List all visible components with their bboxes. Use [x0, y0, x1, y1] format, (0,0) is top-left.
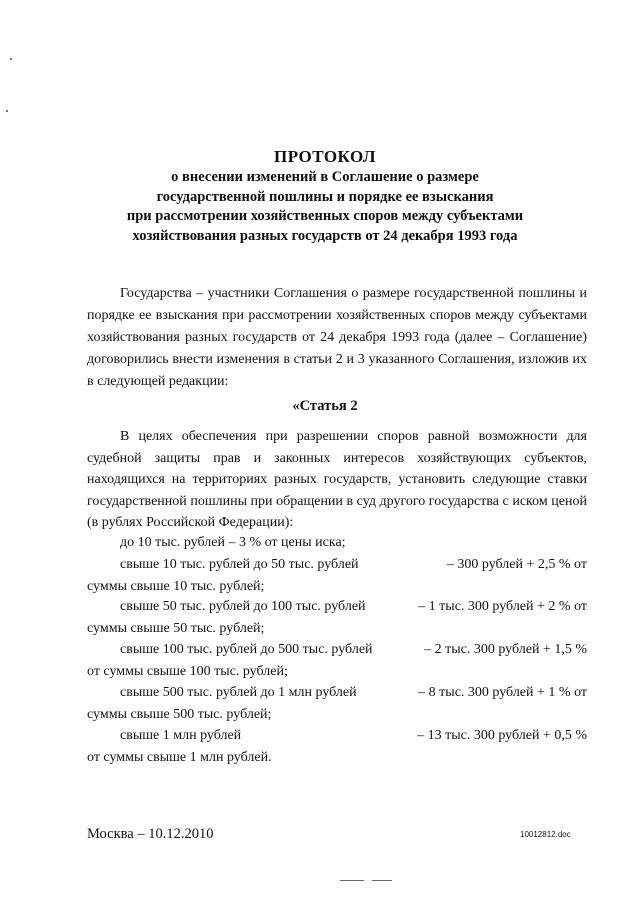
rate-description: свыше 10 тыс. рублей до 50 тыс. рублей: [120, 557, 359, 572]
title-line: хозяйствования разных государств от 24 декабря 1993 года: [132, 227, 518, 244]
rate-description: до 10 тыс. рублей – 3 % от цены иска;: [120, 535, 346, 550]
article-paragraph: В целях обеспечения при разрешении споров равной возможности для судебной защиты прав и законных интересов хозяйствующих субъектов, находящихся на территориях разных государств, установить следующие ставки государственной пошлины при обращении в суд другого государства с иском ценой (в рублях Российской Федерации):: [87, 429, 587, 530]
scan-mark: [372, 880, 392, 881]
document-title: [60, 146, 590, 246]
rate-continuation: от суммы свыше 1 млн рублей.: [87, 750, 272, 765]
scan-mark: [340, 880, 364, 881]
title-line: государственной пошлины и порядке ее взыскания: [156, 188, 494, 205]
rate-continuation: суммы свыше 10 тыс. рублей;: [87, 579, 265, 594]
scan-speck: [10, 58, 12, 60]
rate-continuation: от суммы свыше 100 тыс. рублей;: [87, 664, 288, 679]
rate-amount: – 2 тыс. 300 рублей + 1,5 %: [424, 642, 587, 657]
article-heading: «Статья 2: [292, 398, 358, 414]
rate-item: [87, 639, 587, 683]
rate-continuation: суммы свыше 500 тыс. рублей;: [87, 707, 272, 722]
rate-item: [87, 554, 587, 598]
rate-description: свыше 500 тыс. рублей до 1 млн рублей: [120, 685, 357, 700]
rate-item: [87, 596, 587, 640]
title-main: ПРОТОКОЛ: [273, 147, 376, 166]
rate-description: свыше 1 млн рублей: [120, 728, 242, 743]
document-code: 10012812.doc: [520, 830, 571, 839]
scan-speck: [6, 110, 8, 112]
rate-description: свыше 100 тыс. рублей до 500 тыс. рублей: [120, 642, 373, 657]
rate-item: [87, 532, 587, 554]
place-date: Москва – 10.12.2010: [87, 826, 214, 842]
rate-item: [87, 682, 587, 726]
rate-amount: – 8 тыс. 300 рублей + 1 % от: [418, 685, 587, 700]
rate-continuation: суммы свыше 50 тыс. рублей;: [87, 621, 265, 636]
intro-paragraph: Государства – участники Соглашения о размере государственной пошлины и порядке ее взыскания при рассмотрении хозяйственных споров между субъектами хозяйствования разных государств от 24 декабря 1993 года (далее – Соглашение) договорились внести изменения в статьи 2 и 3 указанного Соглашения, изложив их в следующей редакции:: [87, 286, 587, 389]
rate-description: свыше 50 тыс. рублей до 100 тыс. рублей: [120, 599, 366, 614]
rate-amount: – 300 рублей + 2,5 % от: [446, 557, 587, 572]
rate-amount: – 13 тыс. 300 рублей + 0,5 %: [417, 728, 587, 743]
title-line: о внесении изменений в Соглашение о размере: [171, 169, 479, 185]
rate-amount: – 1 тыс. 300 рублей + 2 % от: [418, 599, 587, 614]
rate-item: [87, 725, 587, 769]
title-line: при рассмотрении хозяйственных споров между субъектами: [126, 208, 524, 224]
